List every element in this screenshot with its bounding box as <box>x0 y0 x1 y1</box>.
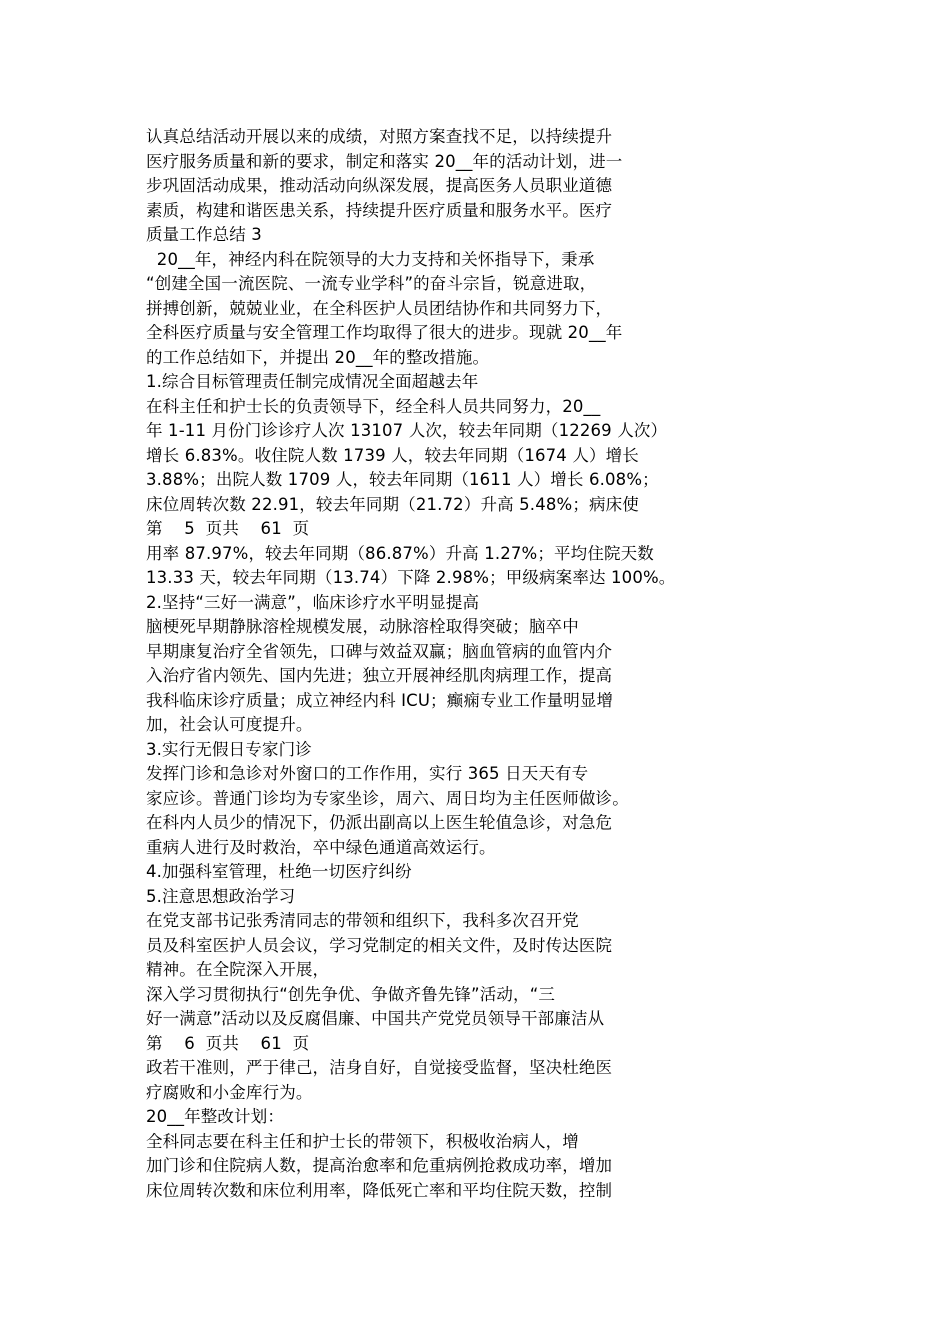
text-line: 我科临床诊疗质量；成立神经内科 ICU；癫痫专业工作量明显增 <box>146 690 614 710</box>
document-body <box>146 125 706 1203</box>
text-line: 重病人进行及时救治，卒中绿色通道高效运行。 <box>146 837 496 857</box>
text-line: 医疗服务质量和新的要求，制定和落实 20__年的活动计划，进一 <box>146 151 623 171</box>
text-line: 1.综合目标管理责任制完成情况全面超越去年 <box>146 372 479 391</box>
text-line: 的工作总结如下，并提出 20__年的整改措施。 <box>146 347 490 367</box>
text-line: 在党支部书记张秀清同志的带领和组织下，我科多次召开党 <box>146 911 579 930</box>
text-line: 员及科室医护人员会议，学习党制定的相关文件，及时传达医院 <box>146 935 613 955</box>
text-line: 13.33 天，较去年同期（13.74）下降 2.98%；甲级病案率达 100%。 <box>146 568 676 587</box>
text-line: 精神。在全院深入开展， <box>146 960 330 979</box>
text-line: 好一满意”活动以及反腐倡廉、中国共产党党员领导干部廉洁从 <box>146 1009 605 1028</box>
text-line: 2.坚持“三好一满意”，临床诊疗水平明显提高 <box>146 592 480 612</box>
text-line: 步巩固活动成果，推动活动向纵深发展，提高医务人员职业道德 <box>146 176 613 195</box>
text-line: 家应诊。普通门诊均为专家坐诊，周六、周日均为主任医师做诊。 <box>146 788 629 808</box>
text-line: 床位周转次数 22.91，较去年同期（21.72）升高 5.48%；病床使 <box>146 494 639 514</box>
text-line: 第 6 页共 61 页 <box>146 1033 310 1053</box>
text-line: 疗腐败和小金库行为。 <box>146 1082 313 1102</box>
text-line: 加，社会认可度提升。 <box>146 715 313 734</box>
text-line: 第 5 页共 61 页 <box>146 519 310 538</box>
text-line: 增长 6.83%。收住院人数 1739 人，较去年同期（1674 人）增长 <box>146 445 639 465</box>
text-line: 全科医疗质量与安全管理工作均取得了很大的进步。现就 20__年 <box>146 323 623 342</box>
text-line: 发挥门诊和急诊对外窗口的工作作用，实行 365 日天天有专 <box>146 764 589 783</box>
text-line: 用率 87.97%，较去年同期（86.87%）升高 1.27%；平均住院天数 <box>146 543 654 563</box>
text-line: 认真总结活动开展以来的成绩，对照方案查找不足，以持续提升 <box>146 127 613 146</box>
text-line: 早期康复治疗全省领先，口碑与效益双赢；脑血管病的血管内介 <box>146 641 613 661</box>
text-line: 床位周转次数和床位利用率，降低死亡率和平均住院天数，控制 <box>146 1180 613 1200</box>
text-line: 全科同志要在科主任和护士长的带领下，积极收治病人，增 <box>146 1131 579 1151</box>
text-line: 4.加强科室管理，杜绝一切医疗纠纷 <box>146 862 412 881</box>
text-line: 5.注意思想政治学习 <box>146 886 296 906</box>
text-line: 素质，构建和谐医患关系，持续提升医疗质量和服务水平。医疗 <box>146 200 613 220</box>
text-line: 3.88%；出院人数 1709 人，较去年同期（1611 人）增长 6.08%； <box>146 470 659 489</box>
text-line: 20__年，神经内科在院领导的大力支持和关怀指导下，秉承 <box>146 249 595 269</box>
text-line: 加门诊和住院病人数，提高治愈率和危重病例抢救成功率，增加 <box>146 1156 613 1175</box>
text-line: 脑梗死早期静脉溶栓规模发展，动脉溶栓取得突破；脑卒中 <box>146 617 579 636</box>
text-line: 在科主任和护士长的负责领导下，经全科人员共同努力，20__ <box>146 396 601 416</box>
text-line: 质量工作总结 3 <box>146 225 262 244</box>
text-line: 政若干准则，严于律己，洁身自好，自觉接受监督，坚决杜绝医 <box>146 1058 613 1077</box>
text-line: 20__年整改计划： <box>146 1107 284 1126</box>
text-line: 拼搏创新，兢兢业业，在全科医护人员团结协作和共同努力下， <box>146 298 613 318</box>
text-line: 在科内人员少的情况下，仍派出副高以上医生轮值急诊，对急危 <box>146 813 613 832</box>
text-line: “创建全国一流医院、一流专业学科”的奋斗宗旨，锐意进取， <box>146 274 597 293</box>
text-line: 入治疗省内领先、国内先进；独立开展神经肌肉病理工作，提高 <box>146 666 613 685</box>
text-line: 年 1-11 月份门诊诊疗人次 13107 人次，较去年同期（12269 人次） <box>146 421 668 440</box>
text-line: 深入学习贯彻执行“创先争优、争做齐鲁先锋”活动，“三 <box>146 984 556 1004</box>
text-line: 3.实行无假日专家门诊 <box>146 739 312 759</box>
